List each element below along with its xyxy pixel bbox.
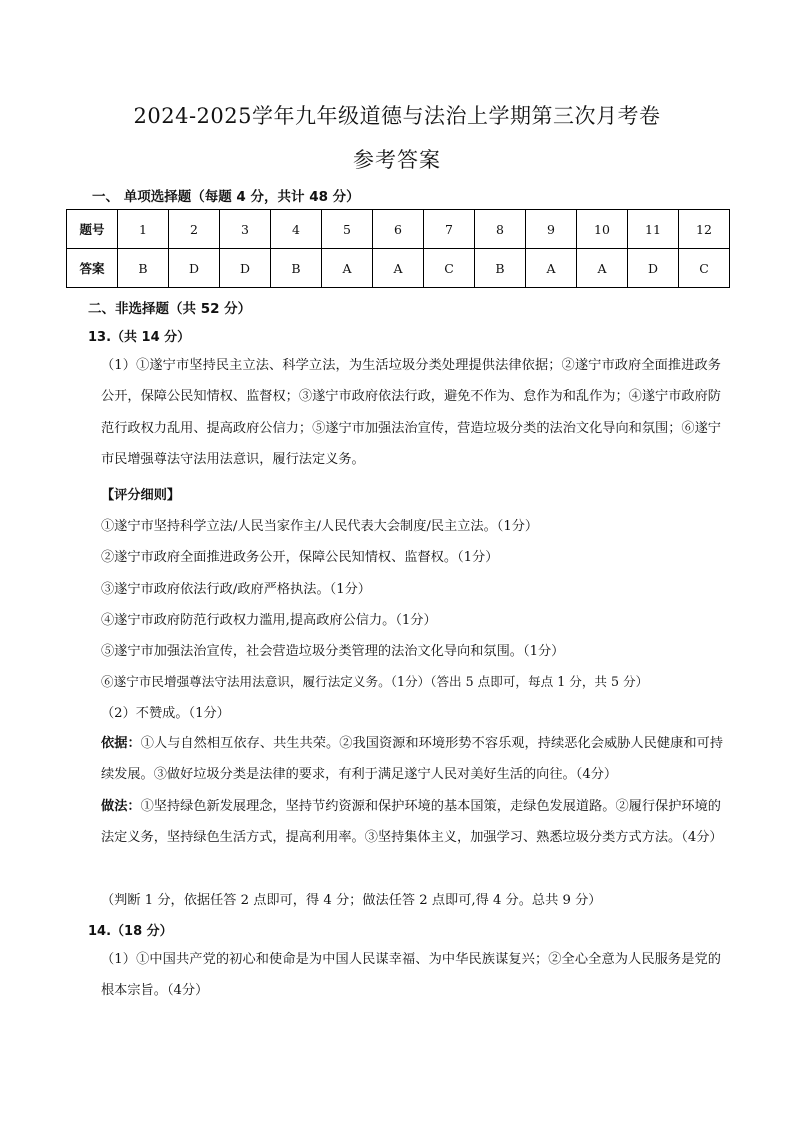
answer-table — [66, 209, 730, 288]
table-cell: 2 — [169, 210, 220, 249]
row-label-answer: 答案 — [67, 249, 118, 288]
section-2-heading: 二、非选择题（共 52 分） — [88, 301, 252, 317]
q13-basis — [101, 728, 723, 791]
table-cell: 4 — [271, 210, 322, 249]
table-cell: B — [271, 249, 322, 288]
table-cell: 8 — [475, 210, 526, 249]
table-cell: D — [220, 249, 271, 288]
method-label: 做法： — [101, 799, 141, 814]
table-cell: 9 — [526, 210, 577, 249]
table-cell: B — [118, 249, 169, 288]
q13-method — [101, 791, 721, 854]
rubric-item: ⑥遂宁市民增强尊法守法用法意识，履行法定义务。（1分）（答出 5 点即可，每点 1 分，共 5 分） — [101, 674, 649, 689]
table-cell: A — [577, 249, 628, 288]
table-row-numbers — [67, 210, 730, 249]
table-cell: B — [475, 249, 526, 288]
table-cell: A — [373, 249, 424, 288]
table-cell: A — [526, 249, 577, 288]
rubric-item: ①遂宁市坚持科学立法/人民当家作主/人民代表大会制度/民主立法。（1分） — [101, 519, 539, 534]
basis-text: ①人与自然相互依存、共生共荣。②我国资源和环境形势不容乐观，持续恶化会威胁人民健康和可持续发展。③做好垃圾分类是法律的要求，有利于满足遂宁人民对美好生活的向往。（4分） — [101, 736, 724, 783]
row-label-question: 题号 — [67, 210, 118, 249]
method-text: ①坚持绿色新发展理念，坚持节约资源和保护环境的基本国策，走绿色发展道路。②履行保护环境的法定义务，坚持绿色生活方式，提高利用率。③坚持集体主义，加强学习、熟悉垃圾分类方式方法。（4分） — [101, 799, 723, 846]
table-cell: 6 — [373, 210, 424, 249]
table-cell: 7 — [424, 210, 475, 249]
table-cell: 11 — [628, 210, 679, 249]
page-subtitle: 参考答案 — [353, 148, 441, 172]
table-cell: 12 — [679, 210, 730, 249]
question-14-heading: 14.（18 分） — [88, 924, 173, 939]
rubric-item: ③遂宁市政府依法行政/政府严格执法。（1分） — [101, 582, 371, 597]
basis-label: 依据： — [101, 736, 141, 751]
table-cell: 1 — [118, 210, 169, 249]
table-cell: C — [424, 249, 475, 288]
rubric-item: ②遂宁市政府全面推进政务公开，保障公民知情权、监督权。（1分） — [101, 550, 499, 565]
q13-part2-answer: （2）不赞成。（1分） — [101, 706, 230, 721]
table-cell: 3 — [220, 210, 271, 249]
section-1-heading: 一、 单项选择题（每题 4 分，共计 48 分） — [92, 189, 360, 205]
q13-part1-answer: （1）①遂宁市坚持民主立法、科学立法，为生活垃圾分类处理提供法律依据；②遂宁市政府全面推进政务公开，保障公民知情权、监督权；③遂宁市政府依法行政，避免不作为、怠作为和乱作为；④遂宁市政府防范行政权力乱用、提高政府公信力；⑤遂宁市加强法治宣传，营造垃圾分类的法治文化导向和氛围；⑥遂宁市民增强尊法守法用法意识，履行法定义务。 — [101, 358, 721, 467]
table-cell: 5 — [322, 210, 373, 249]
table-cell: A — [322, 249, 373, 288]
table-cell: 10 — [577, 210, 628, 249]
table-cell: D — [628, 249, 679, 288]
rubric-item: ④遂宁市政府防范行政权力滥用,提高政府公信力。（1分） — [101, 613, 437, 628]
rubric-heading: 【评分细则】 — [101, 488, 181, 503]
rubric-item: ⑤遂宁市加强法治宣传，社会营造垃圾分类管理的法治文化导向和氛围。（1分） — [101, 644, 565, 659]
question-13-heading: 13.（共 14 分） — [88, 330, 191, 345]
table-cell: D — [169, 249, 220, 288]
page-title: 2024-2025学年九年级道德与法治上学期第三次月考卷 — [133, 104, 661, 128]
q13-scoring-note: （判断 1 分，依据任答 2 点即可，得 4 分；做法任答 2 点即可,得 4 分。总共 9 分） — [101, 893, 602, 908]
table-cell: C — [679, 249, 730, 288]
q14-part1-answer: （1）①中国共产党的初心和使命是为中国人民谋幸福、为中华民族谋复兴；②全心全意为人民服务是党的根本宗旨。（4分） — [101, 952, 721, 999]
table-row-answers — [67, 249, 730, 288]
